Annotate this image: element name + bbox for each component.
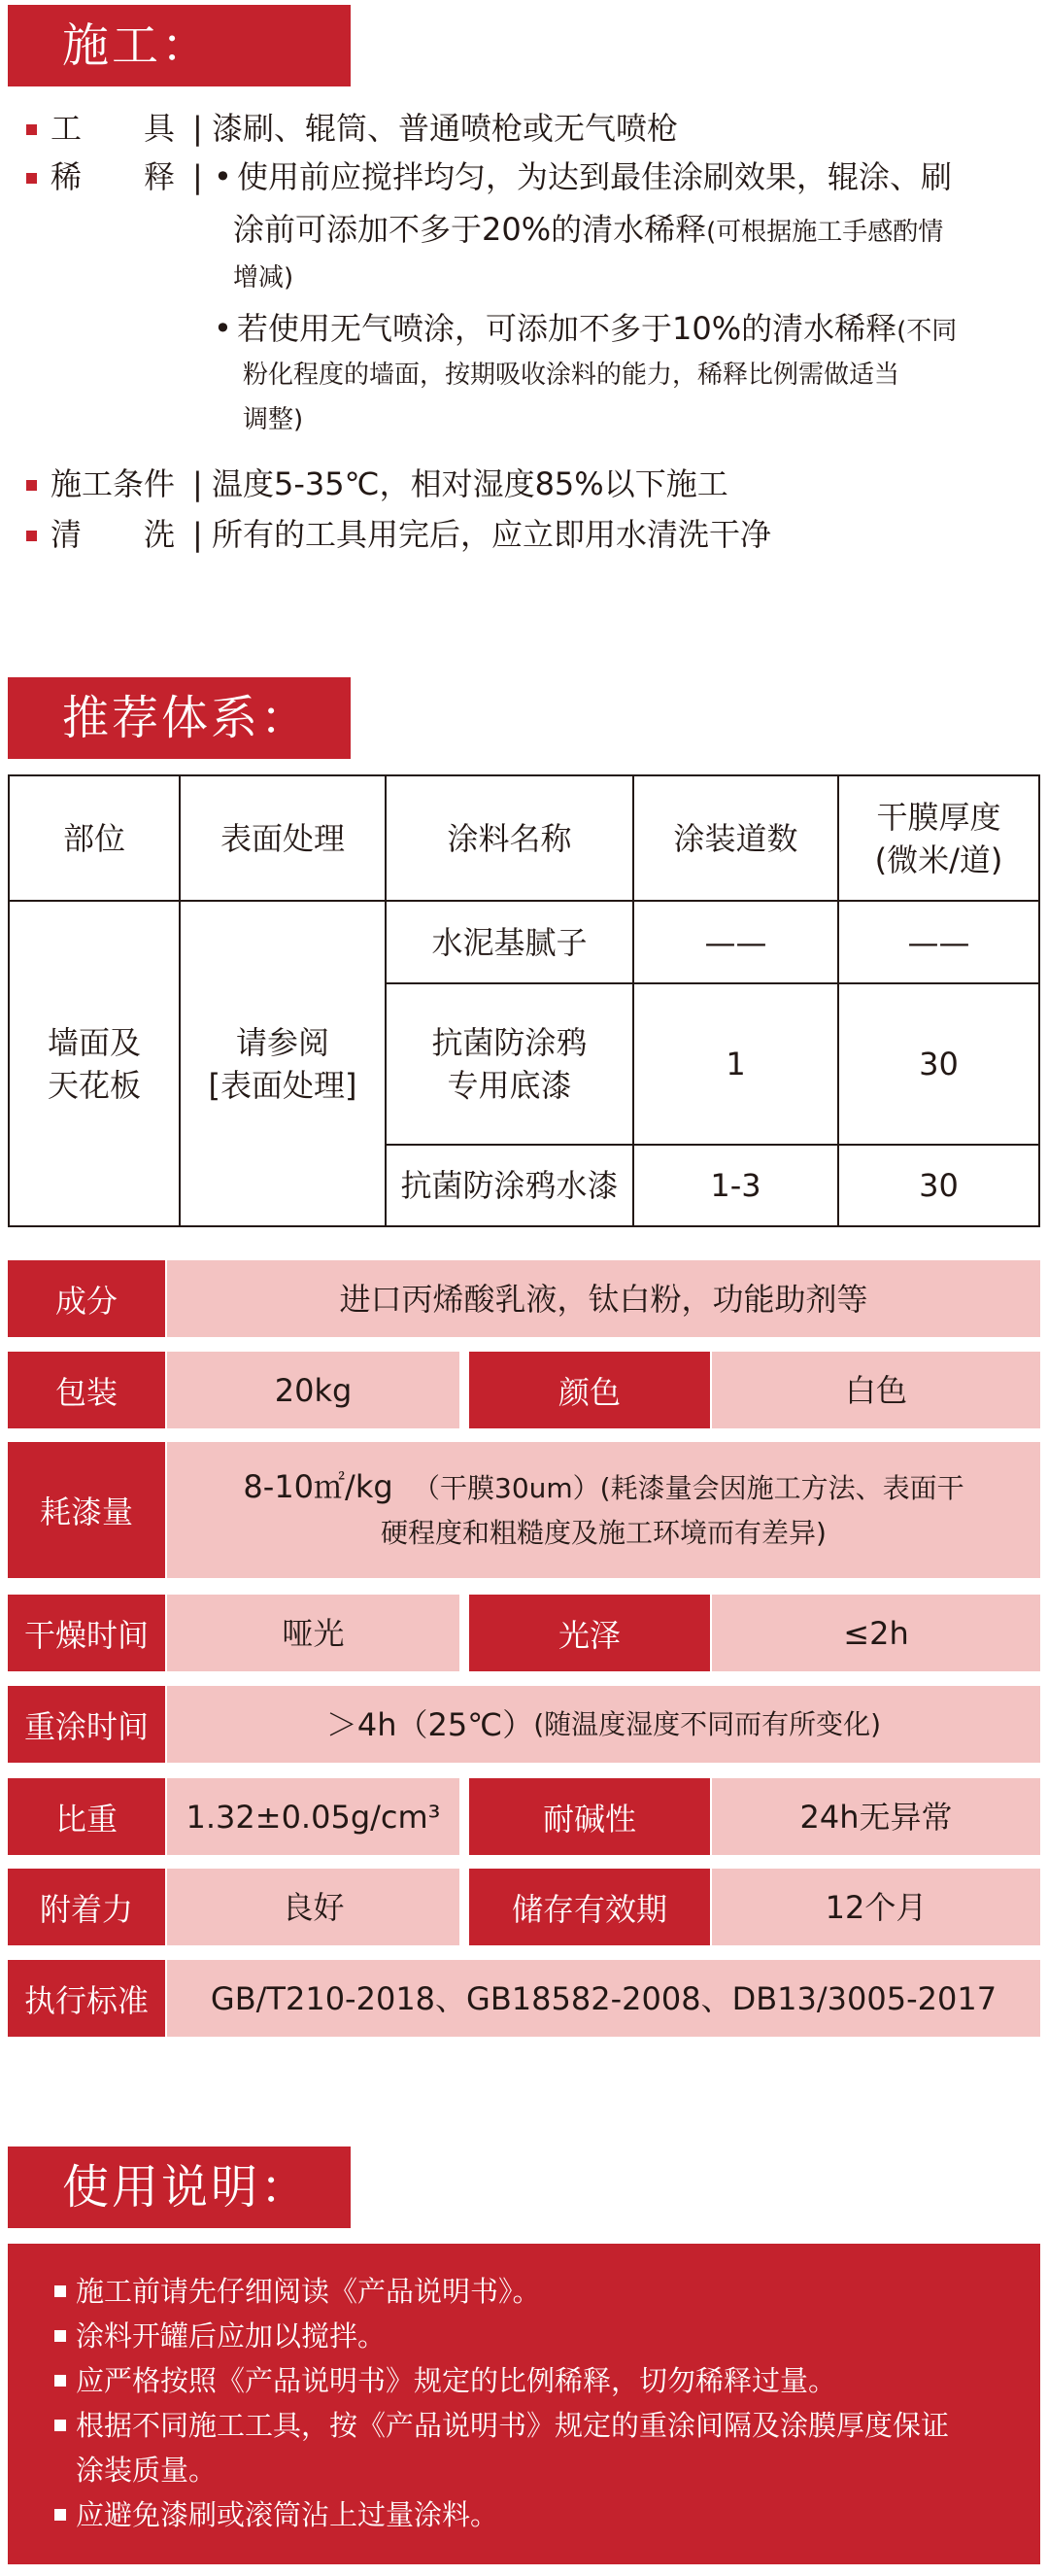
- header-thickness: [839, 776, 1038, 900]
- dilution-p1-line1: 使用前应搅拌均匀，为达到最佳涂刷效果，辊涂、刷: [237, 158, 953, 195]
- packaging-value: 20kg: [167, 1352, 459, 1428]
- cell-surface-line: 请参阅: [235, 1023, 329, 1061]
- usage-item: 根据不同施工工具，按《产品说明书》规定的重涂间隔及涂膜厚度保证: [76, 2409, 950, 2442]
- cell-coats: 1-3: [710, 1167, 761, 1204]
- recoat-label: 重涂时间: [8, 1686, 165, 1763]
- color-value: 白色: [712, 1352, 1040, 1428]
- dilution-p2-line1-note: (不同: [896, 317, 958, 346]
- adhesion-value: 良好: [167, 1869, 459, 1945]
- packaging-label: 包装: [8, 1352, 165, 1428]
- cell-coating-name: [387, 984, 632, 1144]
- consumption-line2: 硬程度和粗糙度及施工环境而有差异): [381, 1517, 827, 1549]
- system-header: 推荐体系：: [8, 677, 351, 759]
- header-coats: 涂装道数: [673, 819, 798, 857]
- color-label: 颜色: [469, 1352, 710, 1428]
- alkali-label: 耐碱性: [469, 1778, 710, 1855]
- bullet-icon: [26, 124, 37, 135]
- bullet-icon: [26, 173, 37, 184]
- shelf-life-label: 储存有效期: [469, 1869, 710, 1945]
- usage-header: 使用说明：: [8, 2147, 351, 2228]
- consumption-note: （干膜30um）(耗漆量会因施工方法、表面干: [413, 1472, 964, 1504]
- header-thickness-unit: (微米/道): [874, 841, 1003, 878]
- cell-thickness: ——: [907, 923, 970, 961]
- tools-label: 工 具: [51, 110, 176, 147]
- dilution-label: 稀 释: [51, 158, 176, 195]
- adhesion-label: 附着力: [8, 1869, 165, 1945]
- standard-value: GB/T210-2018、GB18582-2008、DB13/3005-2017: [167, 1960, 1040, 2037]
- gloss-value: ≤2h: [712, 1595, 1040, 1671]
- dot-bullet-icon: •: [214, 158, 232, 195]
- cleaning-label: 清 洗: [51, 516, 176, 553]
- bullet-icon: [54, 2285, 66, 2297]
- construction-header: 施工：: [8, 5, 351, 86]
- bullet-icon: [54, 2420, 66, 2431]
- header-coating-name: 涂料名称: [447, 819, 572, 857]
- density-label: 比重: [8, 1778, 165, 1855]
- cell-part-line: 天花板: [47, 1066, 141, 1104]
- cell-part: [10, 902, 179, 1225]
- composition-value: 进口丙烯酸乳液，钛白粉，功能助剂等: [167, 1260, 1040, 1337]
- usage-item: 应严格按照《产品说明书》规定的比例稀释，切勿稀释过量。: [76, 2364, 837, 2397]
- dilution-p1-line2-main: 涂前可添加不多于20%的清水稀释: [233, 211, 707, 248]
- dilution-p2-line1: [237, 309, 957, 351]
- dilution-p1-line3: 增减): [233, 263, 294, 292]
- recoat-note: (随温度湿度不同而有所变化): [533, 1707, 882, 1740]
- composition-label: 成分: [8, 1260, 165, 1337]
- usage-panel: [8, 2244, 1040, 2564]
- cell-coating-name: 抗菌防涂鸦水漆: [400, 1167, 619, 1204]
- cleaning-text: 所有的工具用完后，应立即用水清洗干净: [212, 516, 772, 553]
- tools-separator: |: [192, 110, 203, 147]
- header-part: 部位: [62, 819, 125, 857]
- cell-coating-name-line: 抗菌防涂鸦: [431, 1024, 588, 1061]
- usage-item: 应避免漆刷或滚筒沾上过量涂料。: [76, 2498, 499, 2531]
- consumption-value: [167, 1442, 1040, 1578]
- cell-part-line: 墙面及: [47, 1023, 141, 1061]
- shelf-life-value: 12个月: [712, 1869, 1040, 1945]
- standard-label: 执行标准: [8, 1960, 165, 2037]
- bullet-icon: [26, 531, 37, 541]
- consumption-line1: [243, 1464, 963, 1511]
- bullet-icon: [54, 2375, 66, 2387]
- gloss-label: 光泽: [469, 1595, 710, 1671]
- dilution-separator: |: [192, 158, 203, 195]
- density-value: 1.32±0.05g/cm³: [167, 1778, 459, 1855]
- cell-coats: 1: [726, 1046, 746, 1082]
- cell-thickness: 30: [919, 1046, 959, 1082]
- bullet-icon: [26, 480, 37, 491]
- consumption-label: 耗漆量: [8, 1442, 165, 1578]
- cell-thickness: 30: [919, 1167, 959, 1204]
- dilution-p1-line2-note: (可根据施工手感酌情: [706, 218, 944, 247]
- conditions-separator: |: [192, 465, 203, 502]
- cleaning-separator: |: [192, 516, 203, 553]
- dilution-p2-line3: 调整): [243, 405, 304, 434]
- header-thickness-title: 干膜厚度: [876, 798, 1001, 836]
- dilution-p1-line2: [233, 210, 943, 252]
- dot-bullet-icon: •: [214, 310, 232, 347]
- usage-item: 施工前请先仔细阅读《产品说明书》。: [76, 2275, 541, 2308]
- cell-surface-line: [表面处理]: [208, 1066, 357, 1104]
- conditions-label: 施工条件: [51, 465, 176, 502]
- bullet-icon: [54, 2330, 66, 2342]
- tools-text: 漆刷、辊筒、普通喷枪或无气喷枪: [212, 110, 679, 147]
- recommended-system-table: [8, 774, 1040, 1227]
- dilution-p2-line2: 粉化程度的墙面，按期吸收涂料的能力，稀释比例需做适当: [243, 361, 900, 390]
- usage-item: 涂料开罐后应加以搅拌。: [76, 2319, 387, 2353]
- bullet-icon: [54, 2509, 66, 2521]
- dilution-p2-line1-main: 若使用无气喷涂，可添加不多于10%的清水稀释: [237, 310, 897, 347]
- cell-coating-name: 水泥基腻子: [431, 923, 588, 961]
- cell-surface: [181, 902, 385, 1225]
- consumption-rate: 8-10㎡/kg: [243, 1468, 393, 1505]
- alkali-value: 24h无异常: [712, 1778, 1040, 1855]
- recoat-value: [167, 1686, 1040, 1763]
- recoat-time: ＞4h（25℃）: [325, 1705, 534, 1743]
- conditions-text: 温度5-35℃，相对湿度85%以下施工: [212, 465, 728, 502]
- usage-item-continued: 涂装质量。: [76, 2454, 218, 2487]
- cell-coats: ——: [704, 923, 767, 961]
- drying-label: 干燥时间: [8, 1595, 165, 1671]
- header-surface: 表面处理: [220, 819, 345, 857]
- drying-value: 哑光: [167, 1595, 459, 1671]
- cell-coating-name-line: 专用底漆: [447, 1067, 572, 1104]
